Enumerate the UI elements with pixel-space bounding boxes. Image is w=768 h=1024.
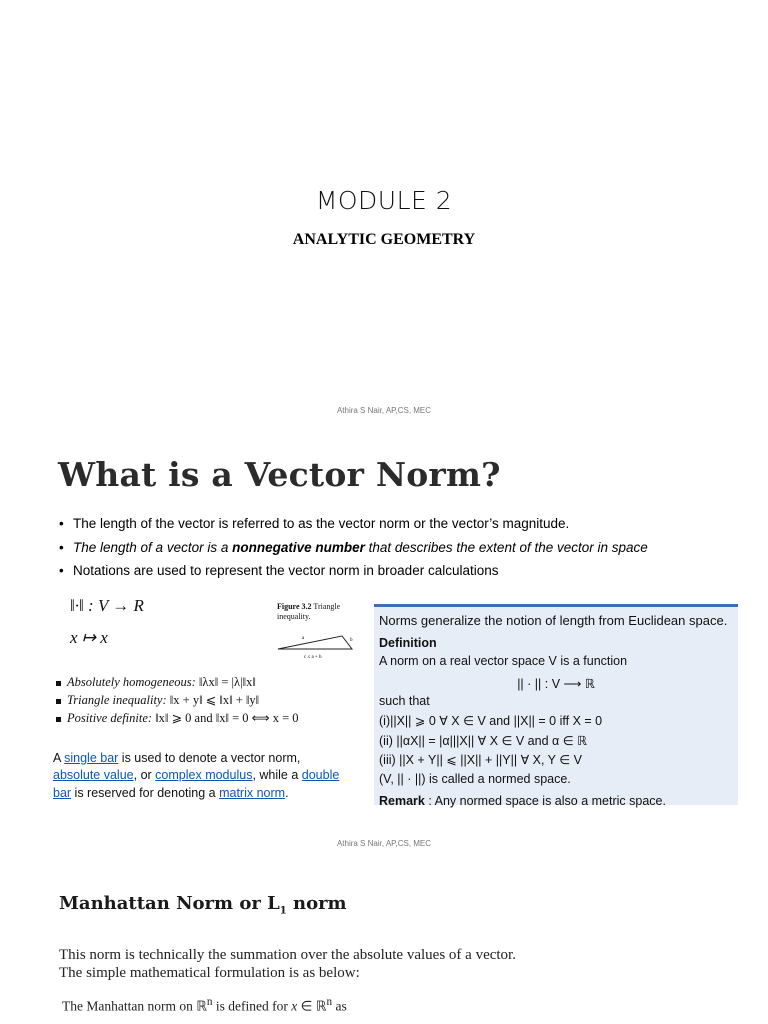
property-item: Positive definite: ‖x‖ ⩾ 0 and ‖x‖ = 0 ⟺ x = 0 [56,710,299,728]
triangle-figure [272,630,362,662]
manhattan-formula-intro: The Manhattan norm on ℝ$^n$ is defined for x ∈ ℝ$^n$ as [62,996,347,1014]
remark-text: : Any normed space is also a metric space. [424,794,666,808]
remark-label: Remark [379,794,425,808]
bullet-dot: • [59,563,64,578]
bar-notation-note: A single bar is used to denote a vector norm, absolute value, or complex modulus, while a double bar is reserved for denoting a matrix norm. [53,751,340,800]
norm-properties [56,674,299,728]
bullet-item: • The length of a vector is a nonnegative number that describes the extent of the vector in space [59,539,648,555]
slide-heading: What is a Vector Norm? [58,455,501,494]
figure-label: Figure 3.2 [277,602,312,611]
normed-space-text: (V, || · ||) is called a normed space. [379,772,571,786]
triangle-side-b: b [350,638,353,643]
absolute-value-link[interactable]: absolute value [53,768,134,783]
slide1-footer: Athira S Nair, AP,CS, MEC [336,406,432,415]
condition-1: (i)||X|| ⩾ 0 ∀ X ∈ V and ||X|| = 0 iff X = 0 [379,714,603,728]
such-that: such that [379,694,430,708]
definition-label: Definition [379,636,437,650]
norm-mapping-line: x ↦ x [70,628,108,647]
bullet-item: • Notations are used to represent the vector norm in broader calculations [59,563,499,578]
figure-caption-text: Triangle inequality. [277,602,341,621]
property-item: Absolutely homogeneous: ‖λx‖ = |λ|‖x‖ [56,674,299,692]
norm-mapping [70,596,144,660]
module-title: MODULE 2 [315,186,453,215]
property-item: Triangle inequality: ‖x + y‖ ⩽ ‖x‖ + ‖y‖ [56,692,299,710]
double-bar-link[interactable]: double bar [53,768,340,800]
triangle-side-a: a [302,636,305,641]
definition-text: A norm on a real vector space V is a function [379,654,628,668]
triangle-shape [278,636,352,649]
square-bullet [56,699,61,704]
bullet-dot: • [59,539,64,555]
figure-caption [277,602,367,622]
condition-2: (ii) ||αX|| = |α|||X|| ∀ X ∈ V and α ∈ ℝ [379,734,587,748]
square-bullet [56,681,61,686]
slide2-footer: Athira S Nair, AP,CS, MEC [336,839,432,848]
square-bullet [56,717,61,722]
complex-modulus-link[interactable]: complex modulus [155,768,253,783]
norm-mapping-line: ‖·‖ : V → R [70,596,144,615]
manhattan-heading: Manhattan Norm or $L_1$ norm [59,893,347,917]
bullet-item: • The length of the vector is referred to as the vector norm or the vector’s magnitude. [59,516,570,531]
matrix-norm-link[interactable]: matrix norm [219,785,286,800]
condition-3: (iii) ||X + Y|| ⩽ ||X|| + ||Y|| ∀ X, Y ∈ V [379,753,582,767]
bullet-dot: • [59,516,64,531]
single-bar-link[interactable]: single bar [64,751,119,765]
bullet-list [58,515,738,586]
module-subtitle: ANALYTIC GEOMETRY [292,231,476,248]
definition-box [374,604,738,808]
definition-map: || · || : V ⟶ ℝ [517,677,595,691]
definition-intro: Norms generalize the notion of length from Euclidean space. [379,613,728,628]
remark [379,794,666,808]
manhattan-description: This norm is technically the summation over the absolute values of a vector. The simple mathematical formulation is as below: [59,947,516,981]
triangle-side-c: c ≤ a + b [304,655,322,660]
